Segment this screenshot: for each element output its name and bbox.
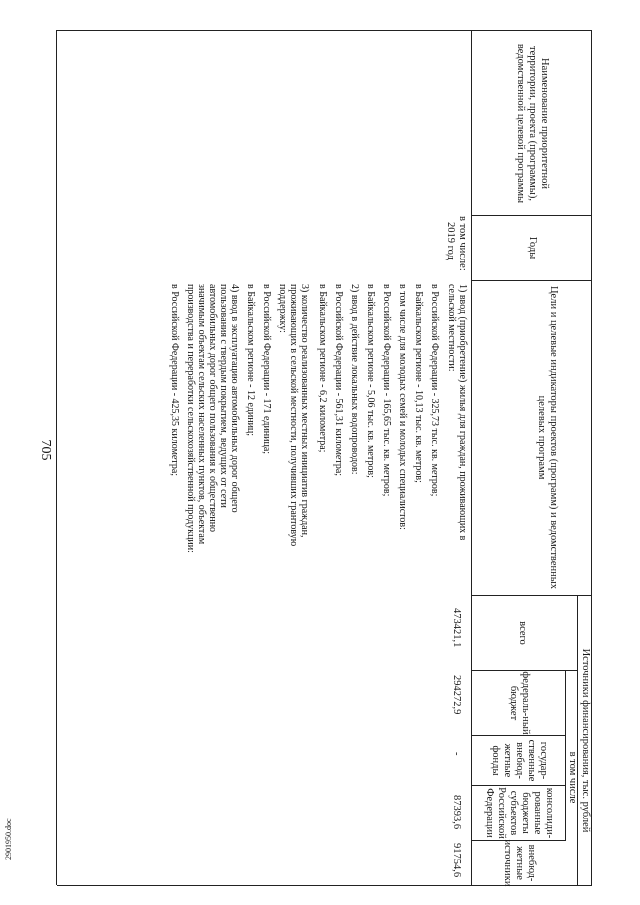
goal-line: 2) ввод в действие локальных водопроводов:	[349, 284, 360, 475]
table-left-border	[57, 30, 592, 31]
header-name: Наименование приоритетной территории, проекта (программы), ведомственной целевой программы	[515, 43, 550, 204]
table-bottom-border	[56, 30, 57, 885]
goal-line: в Российской Федерации - 425,35 километра;	[169, 284, 180, 477]
goal-line: в том числе для молодых семей и молодых специалистов:	[397, 284, 408, 530]
header-years: Годы	[527, 236, 538, 260]
goal-line: в Байкальском регионе - 10,13 тыс. кв. метров;	[413, 284, 424, 483]
header-funding: Источники финансирования, тыс. рублей	[580, 648, 591, 833]
header-including: в том числе	[567, 751, 578, 804]
state-funds-value: -	[451, 752, 462, 756]
goal-line: 3) количество реализованных местных инициатив граждан,	[299, 284, 310, 538]
funding-table	[57, 30, 592, 885]
year-cell: 2019 год	[445, 222, 456, 260]
rotated-table-canvas	[57, 30, 592, 885]
consolidated-value: 87393,6	[451, 795, 462, 830]
goal-line: поддержку:	[277, 284, 288, 333]
goal-line: значимым объектам сельских населенных пунктов, объектам	[196, 284, 207, 545]
goal-line: в Российской Федерации - 165,65 тыс. кв. метров;	[381, 284, 392, 497]
goal-line: 1) ввод (приобретение) жилья для граждан, проживающих в	[457, 284, 468, 541]
file-reference: 2901950.doc	[4, 818, 13, 860]
goal-line: в Российской Федерации - 561,31 километра;	[333, 284, 344, 477]
goal-line: в Байкальском регионе - 5,06 тыс. кв. метров;	[365, 284, 376, 478]
goal-line: в Байкальском регионе - 6,2 километра;	[317, 284, 328, 453]
including-label: в том числе:	[457, 216, 468, 271]
page-number: 705	[38, 439, 53, 461]
goal-line: в Байкальском регионе - 12 единиц;	[245, 284, 256, 437]
federal-value: 294272,9	[451, 675, 462, 715]
goal-line: сельской местности:	[446, 284, 457, 372]
total-value: 473421,1	[451, 608, 462, 648]
header-federal: федераль-ный бюджет	[508, 671, 531, 735]
header-goals: Цели и целевые индикаторы проектов (программ) и ведомственных целевых программ	[536, 285, 559, 590]
header-consolidated: консолиди-рованные бюджеты субъектов Российской Федерации	[484, 787, 555, 839]
goal-line: в Российской Федерации - 325,73 тыс. кв. метров;	[429, 284, 440, 497]
header-state-funds: государ-ственные внебюд-жетные фонды	[490, 739, 549, 782]
goal-line: пользования с твердым покрытием, ведущих от сети	[218, 284, 229, 508]
goal-line: в Российской Федерации - 171 единица;	[261, 284, 272, 455]
goal-line: автомобильных дорог общего пользования к общественно	[207, 284, 218, 533]
header-total: всего	[517, 621, 528, 645]
header-offbudget: внебюд-жетные источники	[502, 839, 537, 887]
col-divider-2	[472, 280, 592, 281]
goal-line: проживающих в сельской местности, получивших грантовую	[288, 284, 299, 547]
goal-line: 4) ввод в эксплуатацию автомобильных дорог общего	[229, 284, 240, 513]
goal-line: производства и переработки сельскохозяйственной продукции:	[185, 284, 196, 553]
offbudget-value: 91754,6	[451, 843, 462, 878]
